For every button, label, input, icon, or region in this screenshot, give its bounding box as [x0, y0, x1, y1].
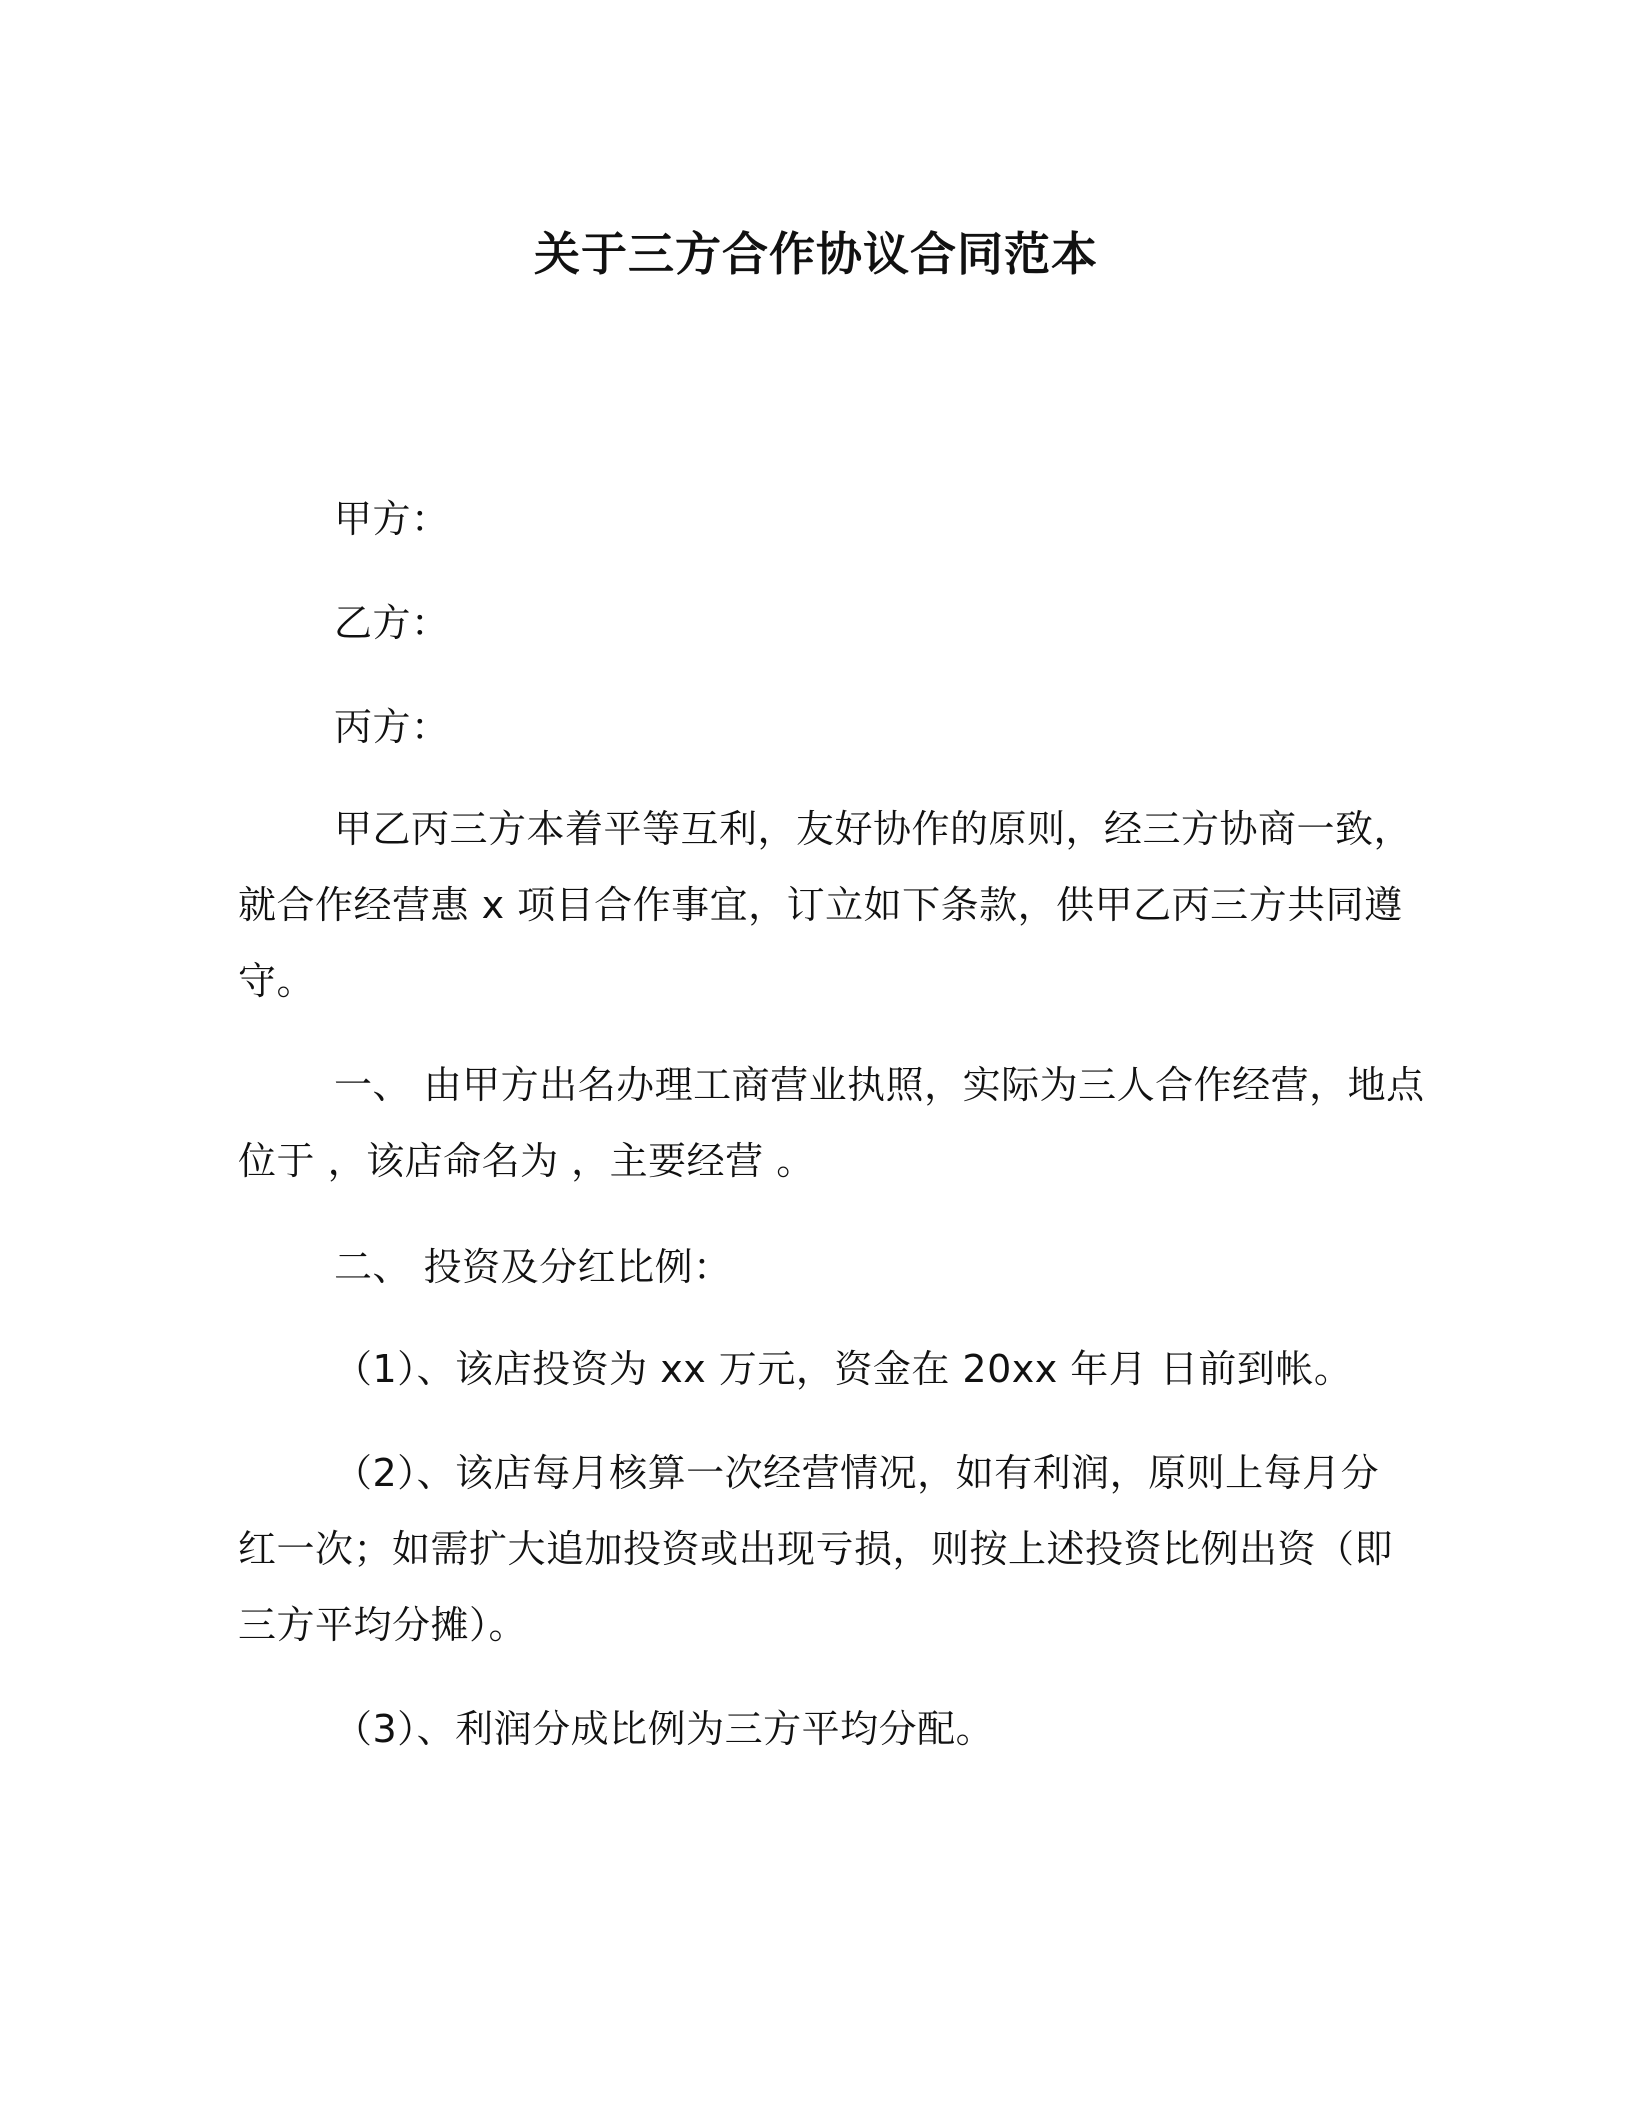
intro-line-2: 就合作经营惠 x 项目合作事宜，订立如下条款，供甲乙丙三方共同遵 — [238, 883, 1403, 927]
clause-2-item-2-line-2: 红一次；如需扩大追加投资或出现亏损，则按上述投资比例出资（即 — [238, 1527, 1394, 1571]
clause-2-item-1: （1）、该店投资为 xx 万元，资金在 20xx 年月 日前到帐。 — [334, 1347, 1353, 1391]
intro-line-3: 守。 — [238, 959, 316, 1003]
document-title: 关于三方合作协议合同范本 — [534, 227, 1098, 281]
clause-2-item-2-line-1: （2）、该店每月核算一次经营情况，如有利润，原则上每月分 — [334, 1451, 1380, 1495]
clause-1-line-2: 位于 ，该店命名为 ，主要经营 。 — [238, 1139, 815, 1183]
party-a-label: 甲方： — [334, 497, 450, 541]
clause-1-line-1: 一、 由甲方出名办理工商营业执照，实际为三人合作经营，地点 — [334, 1063, 1425, 1107]
clause-2-heading: 二、 投资及分红比例： — [334, 1245, 732, 1289]
clause-2-item-2-line-3: 三方平均分摊）。 — [238, 1603, 528, 1647]
party-c-label: 丙方： — [334, 705, 450, 749]
intro-line-1: 甲乙丙三方本着平等互利，友好协作的原则，经三方协商一致， — [334, 807, 1413, 851]
clause-2-item-3: （3）、利润分成比例为三方平均分配。 — [334, 1707, 995, 1751]
party-b-label: 乙方： — [334, 601, 450, 645]
